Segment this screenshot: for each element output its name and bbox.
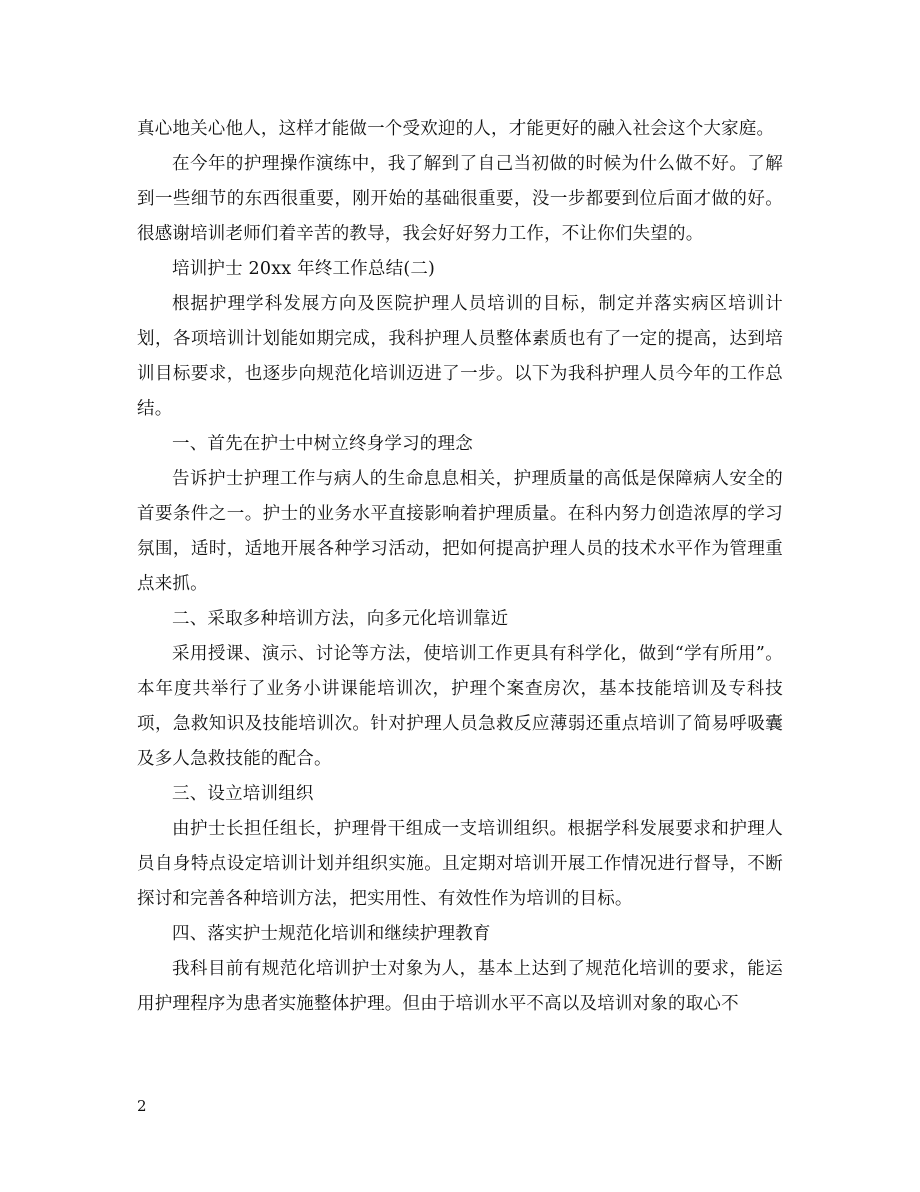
section-heading: 二、采取多种培训方法，向多元化培训靠近 (172, 609, 509, 629)
section-title: 培训护士 20xx 年终工作总结(二) (172, 259, 436, 279)
paragraph: 告诉护士护理工作与病人的生命息息相关，护理质量的高低是保障病人安全的首要条件之一。护士的业务水平直接影响着护理质量。在科内努力创造浓厚的学习氛围，适时，适地开展各种学习活动，把如何提高护理人员的技术水平作为管理重点来抓。 (137, 469, 783, 594)
section-heading: 三、设立培训组织 (172, 784, 314, 804)
paragraph: 真心地关心他人，这样才能做一个受欢迎的人，才能更好的融入社会这个大家庭。 (137, 119, 775, 139)
paragraph: 根据护理学科发展方向及医院护理人员培训的目标，制定并落实病区培训计划，各项培训计划能如期完成，我科护理人员整体素质也有了一定的提高，达到培训目标要求，也逐步向规范化培训迈进了一步。以下为我科护理人员今年的工作总结。 (137, 294, 783, 419)
paragraph: 由护士长担任组长，护理骨干组成一支培训组织。根据学科发展要求和护理人员自身特点设定培训计划并组织实施。且定期对培训开展工作情况进行督导，不断探讨和完善各种培训方法，把实用性、有效性作为培训的目标。 (137, 819, 783, 909)
paragraph: 在今年的护理操作演练中，我了解到了自己当初做的时候为什么做不好。了解到一些细节的东西很重要，刚开始的基础很重要，没一步都要到位后面才做的好。很感谢培训老师们着辛苦的教导，我会好好努力工作，不让你们失望的。 (137, 154, 783, 244)
document-body (137, 112, 783, 1022)
page-number: 2 (137, 1097, 147, 1115)
section-heading: 一、首先在护士中树立终身学习的理念 (172, 434, 473, 454)
section-heading: 四、落实护士规范化培训和继续护理教育 (172, 924, 491, 944)
paragraph: 采用授课、演示、讨论等方法，使培训工作更具有科学化，做到“学有所用”。本年度共举行了业务小讲课能培训次，护理个案查房次，基本技能培训及专科技项，急救知识及技能培训次。针对护理人员急救反应薄弱还重点培训了简易呼吸囊及多人急救技能的配合。 (137, 644, 783, 769)
paragraph: 我科目前有规范化培训护士对象为人，基本上达到了规范化培训的要求，能运用护理程序为患者实施整体护理。但由于培训水平不高以及培训对象的取心不 (137, 959, 783, 1014)
